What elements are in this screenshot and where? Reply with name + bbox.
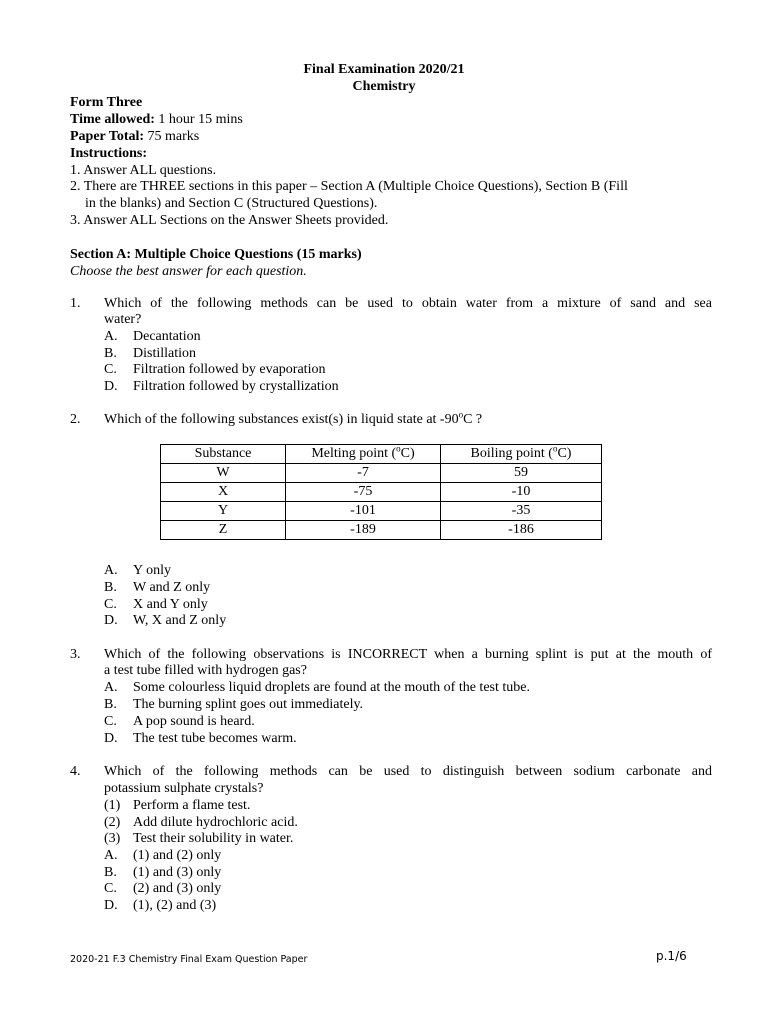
- q1-text-line2: water?: [104, 312, 142, 327]
- exam-title: Final Examination 2020/21: [303, 62, 465, 77]
- q4-option-a[interactable]: [104, 847, 221, 864]
- option-label: B.: [104, 346, 117, 361]
- option-label: D.: [104, 613, 118, 628]
- q4-statement-1: [104, 797, 250, 814]
- q3-option-c[interactable]: [104, 713, 255, 730]
- header-unit: C): [557, 446, 572, 461]
- table-cell: 59: [441, 464, 602, 483]
- table-cell: -189: [286, 521, 441, 540]
- option-text: Y only: [133, 563, 171, 578]
- q1-option-b[interactable]: [104, 345, 196, 362]
- option-text: Decantation: [133, 329, 201, 344]
- q2-text: [104, 411, 482, 428]
- table-row: [161, 521, 602, 540]
- option-label: A.: [104, 848, 118, 863]
- option-text: (1) and (2) only: [133, 848, 222, 863]
- instruction-2-line1: 2. There are THREE sections in this paper – Section A (Multiple Choice Questions), Section B (Fill: [70, 179, 628, 194]
- option-label: A.: [104, 563, 118, 578]
- option-text: A pop sound is heard.: [133, 714, 255, 729]
- option-label: D.: [104, 731, 118, 746]
- form-label: Form Three: [70, 95, 143, 110]
- paper-total: [70, 128, 199, 145]
- substance-table: [160, 444, 602, 540]
- footer-title: 2020-21 F.3 Chemistry Final Exam Question Paper: [70, 954, 308, 965]
- header-text: Melting point (: [311, 446, 397, 461]
- q4-option-b[interactable]: [104, 864, 221, 881]
- table-header-row: [161, 445, 602, 464]
- total-value: 75 marks: [144, 129, 200, 144]
- option-label: C.: [104, 362, 117, 377]
- instruction-3: 3. Answer ALL Sections on the Answer Sheets provided.: [70, 213, 389, 228]
- degree-sup: o: [458, 409, 464, 420]
- option-text: (1), (2) and (3): [133, 898, 217, 913]
- q1-option-c[interactable]: [104, 361, 325, 378]
- option-text: Distillation: [133, 346, 196, 361]
- statement-text: Add dilute hydrochloric acid.: [133, 815, 298, 830]
- option-label: C.: [104, 597, 117, 612]
- table-row: [161, 502, 602, 521]
- exam-subject: Chemistry: [352, 79, 416, 94]
- table-cell: W: [161, 464, 286, 483]
- q4-option-d[interactable]: [104, 897, 216, 914]
- q1-text-line1: Which of the following methods can be used to obtain water from a mixture of sand and sea: [104, 296, 712, 311]
- section-a-subheading: Choose the best answer for each question.: [70, 264, 307, 279]
- degree-sup: o: [552, 443, 558, 454]
- option-label: D.: [104, 379, 118, 394]
- header-melting-point: [286, 445, 441, 464]
- q2-option-c[interactable]: [104, 596, 208, 613]
- table-cell: Y: [161, 502, 286, 521]
- statement-label: (3): [104, 831, 121, 846]
- table-cell: -7: [286, 464, 441, 483]
- table-row: [161, 483, 602, 502]
- option-text: Some colourless liquid droplets are found at the mouth of the test tube.: [133, 680, 530, 695]
- table-cell: -35: [441, 502, 602, 521]
- q4-text-line2: potassium sulphate crystals?: [104, 781, 264, 796]
- total-label: Paper Total:: [70, 129, 145, 144]
- section-a-heading: Section A: Multiple Choice Questions (15 marks): [70, 247, 362, 262]
- table-cell: -75: [286, 483, 441, 502]
- q2-number: 2.: [70, 412, 81, 427]
- statement-text: Test their solubility in water.: [133, 831, 294, 846]
- time-allowed: [70, 111, 243, 128]
- option-label: D.: [104, 898, 118, 913]
- table-cell: Z: [161, 521, 286, 540]
- option-label: B.: [104, 697, 117, 712]
- option-label: B.: [104, 865, 117, 880]
- table-cell: -10: [441, 483, 602, 502]
- q3-text-line2: a test tube filled with hydrogen gas?: [104, 663, 307, 678]
- instructions-heading: Instructions:: [70, 146, 148, 161]
- q3-option-b[interactable]: [104, 696, 363, 713]
- q1-number: 1.: [70, 296, 81, 311]
- instruction-2-line2: in the blanks) and Section C (Structured Questions).: [85, 196, 378, 211]
- option-text: W and Z only: [133, 580, 211, 595]
- header-substance: [161, 445, 286, 464]
- table-cell: -186: [441, 521, 602, 540]
- option-label: C.: [104, 714, 117, 729]
- option-text: X and Y only: [133, 597, 208, 612]
- statement-label: (1): [104, 798, 121, 813]
- q2-option-d[interactable]: [104, 612, 226, 629]
- option-label: C.: [104, 881, 117, 896]
- table-cell: X: [161, 483, 286, 502]
- q4-number: 4.: [70, 764, 81, 779]
- statement-text: Perform a flame test.: [133, 798, 251, 813]
- q2-option-b[interactable]: [104, 579, 210, 596]
- option-text: The burning splint goes out immediately.: [133, 697, 364, 712]
- q1-option-a[interactable]: [104, 328, 201, 345]
- q4-text-line1: Which of the following methods can be used to distinguish between sodium carbonate and: [104, 764, 712, 779]
- option-text: Filtration followed by evaporation: [133, 362, 326, 377]
- option-text: (1) and (3) only: [133, 865, 222, 880]
- q3-text-line1: Which of the following observations is INCORRECT when a burning splint is put at the mouth of: [104, 647, 712, 662]
- degree-sup: o: [396, 443, 401, 454]
- q3-option-a[interactable]: [104, 679, 530, 696]
- header-boiling-point: [441, 445, 602, 464]
- option-text: Filtration followed by crystallization: [133, 379, 339, 394]
- time-value: 1 hour 15 mins: [154, 112, 243, 127]
- q4-statement-3: [104, 830, 293, 847]
- q2-text-before: Which of the following substances exist(s) in liquid state at -90: [104, 412, 459, 427]
- header-text: Substance: [194, 446, 252, 461]
- q3-number: 3.: [70, 647, 81, 662]
- q1-option-d[interactable]: [104, 378, 339, 395]
- time-label: Time allowed:: [70, 112, 155, 127]
- option-text: The test tube becomes warm.: [133, 731, 297, 746]
- option-label: B.: [104, 580, 117, 595]
- q2-option-a[interactable]: [104, 562, 171, 579]
- q3-option-d[interactable]: [104, 730, 297, 747]
- instruction-1: 1. Answer ALL questions.: [70, 163, 217, 178]
- option-text: W, X and Z only: [133, 613, 227, 628]
- statement-label: (2): [104, 815, 121, 830]
- table-cell: -101: [286, 502, 441, 521]
- q4-option-c[interactable]: [104, 880, 221, 897]
- option-text: (2) and (3) only: [133, 881, 222, 896]
- option-label: A.: [104, 680, 118, 695]
- q4-statement-2: [104, 814, 298, 831]
- table-row: [161, 464, 602, 483]
- option-label: A.: [104, 329, 118, 344]
- q2-text-after: C ?: [463, 412, 483, 427]
- header-unit: C): [400, 446, 415, 461]
- header-text: Boiling point (: [470, 446, 553, 461]
- page-number: p.1/6: [656, 949, 687, 963]
